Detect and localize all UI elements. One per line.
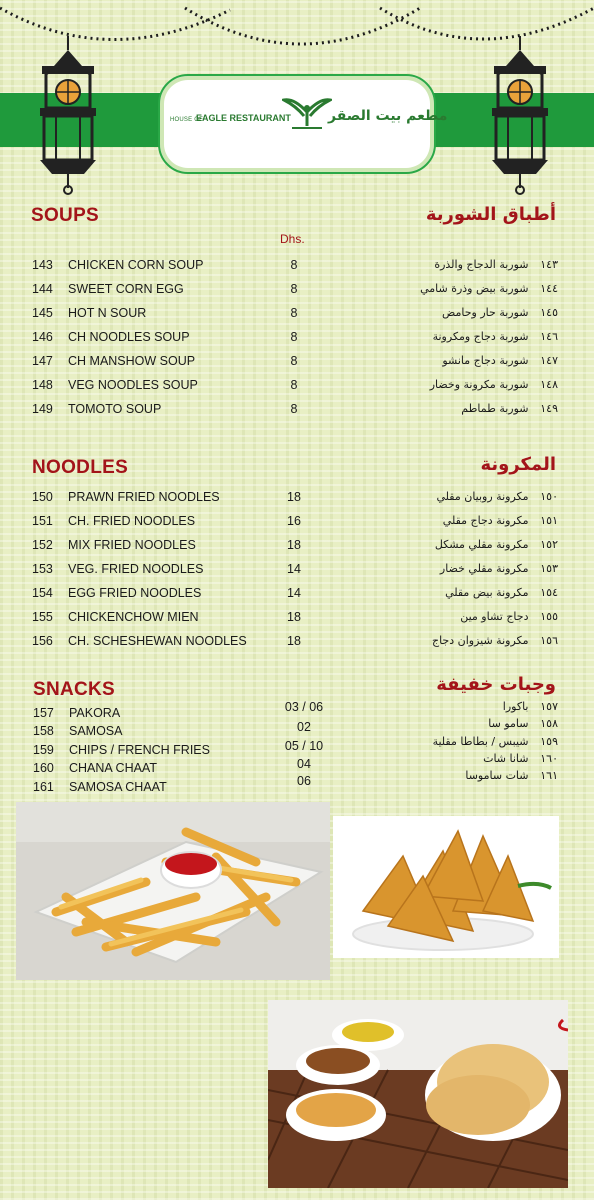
menu-row-ar <box>380 634 558 656</box>
item-name-ar: شانا شات <box>483 752 529 765</box>
item-name-ar: شوربة دجاج ومكرونة <box>432 330 529 343</box>
menu-row-ar <box>380 282 558 304</box>
item-price: 04 <box>297 757 311 771</box>
item-name-ar: شات ساموسا <box>465 769 529 782</box>
menu-row-ar <box>380 354 558 376</box>
item-name-ar: مكرونة روبيان مقلي <box>436 490 529 503</box>
menu-row-ar <box>380 752 558 770</box>
item-name-ar: باكورا <box>502 700 529 713</box>
eagle-logo-icon <box>282 96 332 132</box>
item-number-ar: ١٥٤ <box>540 586 558 599</box>
menu-row-ar <box>380 258 558 280</box>
item-number-ar: ١٥٥ <box>540 610 558 623</box>
item-name: SAMOSA <box>69 724 123 738</box>
snacks-title-ar: وجبات خفيفة <box>436 674 556 695</box>
snacks-title: SNACKS <box>33 679 116 700</box>
item-name: VEG. FRIED NOODLES <box>68 562 204 576</box>
french-fries-photo <box>16 802 330 980</box>
item-number-ar: ١٤٥ <box>540 306 558 319</box>
item-name: HOT N SOUR <box>68 306 147 320</box>
item-number: 149 <box>32 402 53 416</box>
menu-row-ar <box>380 700 558 718</box>
item-name: TOMOTO SOUP <box>68 402 162 416</box>
item-number-ar: ١٦٠ <box>540 752 558 765</box>
menu-row-ar <box>380 306 558 328</box>
item-number-ar: ١٤٩ <box>540 402 558 415</box>
item-number-ar: ١٥٢ <box>540 538 558 551</box>
item-number: 146 <box>32 330 53 344</box>
item-name-ar: شوربة حار وحامض <box>442 306 529 319</box>
item-name: EGG FRIED NOODLES <box>68 586 202 600</box>
item-number-ar: ١٥٣ <box>540 562 558 575</box>
item-name-ar: مكرونة دجاج مقلي <box>442 514 529 527</box>
restaurant-name-ar: مطعم بيت الصقر <box>328 108 448 124</box>
item-price: 18 <box>287 490 301 504</box>
item-number: 158 <box>33 724 54 738</box>
item-price: 02 <box>297 720 311 734</box>
item-name: VEG NOODLES SOUP <box>68 378 198 392</box>
item-number: 153 <box>32 562 53 576</box>
item-price: 03 / 06 <box>284 700 324 714</box>
item-number: 154 <box>32 586 53 600</box>
item-name: CHICKEN CORN SOUP <box>68 258 204 272</box>
item-number: 150 <box>32 490 53 504</box>
logo-prefix: HOUSE OF <box>170 117 203 123</box>
menu-row-ar <box>380 378 558 400</box>
item-number-ar: ١٦١ <box>540 769 558 782</box>
item-number: 160 <box>33 761 54 775</box>
item-price: 8 <box>290 354 298 368</box>
item-name: PAKORA <box>69 706 121 720</box>
menu-row-ar <box>380 538 558 560</box>
item-number: 157 <box>33 706 54 720</box>
menu-row-ar <box>380 402 558 424</box>
item-name: PRAWN FRIED NOODLES <box>68 490 220 504</box>
item-name: CH. SCHESHEWAN NOODLES <box>68 634 247 648</box>
item-name-ar: مكرونة مقلي خضار <box>439 562 529 575</box>
item-price: 8 <box>290 378 298 392</box>
item-name-ar: شوربة الدجاج والذرة <box>434 258 529 271</box>
item-number: 161 <box>33 780 54 794</box>
menu-row-ar <box>380 562 558 584</box>
lantern-left-icon <box>32 36 104 196</box>
item-name-ar: سامو سا <box>488 717 529 730</box>
menu-row-ar <box>380 514 558 536</box>
soups-title: SOUPS <box>31 205 100 226</box>
item-number: 143 <box>32 258 53 272</box>
lantern-right-icon <box>484 36 556 196</box>
menu-row-ar <box>380 586 558 608</box>
item-name-ar: شوربة مكرونة وخضار <box>429 378 529 391</box>
item-price: 16 <box>287 514 301 528</box>
menu-row-ar <box>380 330 558 352</box>
item-number: 156 <box>32 634 53 648</box>
menu-row-ar <box>380 717 558 735</box>
menu-row-ar <box>380 610 558 632</box>
item-number-ar: ١٥٠ <box>540 490 558 503</box>
item-price: 18 <box>287 634 301 648</box>
item-name: SAMOSA CHAAT <box>69 780 167 794</box>
item-price: 18 <box>287 538 301 552</box>
item-name: SWEET CORN EGG <box>68 282 184 296</box>
item-number-ar: ١٤٦ <box>540 330 558 343</box>
item-name-ar: شوربة دجاج مانشو <box>442 354 529 367</box>
item-number: 145 <box>32 306 53 320</box>
item-price: 8 <box>290 306 298 320</box>
item-number: 148 <box>32 378 53 392</box>
item-price: 14 <box>287 562 301 576</box>
item-name: CH NOODLES SOUP <box>68 330 190 344</box>
item-number-ar: ١٤٧ <box>540 354 558 367</box>
item-price: 8 <box>290 282 298 296</box>
item-name: CH MANSHOW SOUP <box>68 354 196 368</box>
samosa-photo <box>333 816 559 958</box>
item-name: CH. FRIED NOODLES <box>68 514 196 528</box>
item-name-ar: شيبس / بطاطا مقلية <box>432 735 529 748</box>
item-name: CHIPS / FRENCH FRIES <box>69 743 210 757</box>
noodles-title: NOODLES <box>32 457 129 478</box>
item-number-ar: ١٥٩ <box>540 735 558 748</box>
item-number-ar: ١٥٧ <box>540 700 558 713</box>
item-number: 155 <box>32 610 53 624</box>
item-price: 18 <box>287 610 301 624</box>
item-number-ar: ١٥٨ <box>540 717 558 730</box>
menu-row-ar <box>380 735 558 753</box>
currency-label: Dhs. <box>280 232 305 246</box>
menu-row-ar <box>380 769 558 787</box>
item-name-ar: شوربة طماطم <box>461 402 529 415</box>
menu-row-ar <box>380 490 558 512</box>
noodles-title-ar: المكرونة <box>480 454 556 475</box>
item-number: 147 <box>32 354 53 368</box>
item-name: CHANA CHAAT <box>69 761 157 775</box>
item-name-ar: مكرونة بيض مقلي <box>445 586 529 599</box>
item-name-ar: مكرونة شيزوان دجاج <box>431 634 529 647</box>
item-number: 144 <box>32 282 53 296</box>
item-price: 8 <box>290 330 298 344</box>
item-name-ar: دجاج تشاو مين <box>460 610 529 623</box>
item-price: 05 / 10 <box>284 739 324 753</box>
soups-title-ar: أطباق الشوربة <box>425 204 556 225</box>
item-number-ar: ١٤٨ <box>540 378 558 391</box>
item-price: 14 <box>287 586 301 600</box>
item-price: 8 <box>290 402 298 416</box>
chana-puri-photo <box>268 1000 568 1188</box>
item-number-ar: ١٤٤ <box>540 282 558 295</box>
item-number: 152 <box>32 538 53 552</box>
item-name: MIX FRIED NOODLES <box>68 538 196 552</box>
item-number-ar: ١٤٣ <box>540 258 558 271</box>
restaurant-name-en: EAGLE RESTAURANT <box>196 113 291 123</box>
item-name: CHICKENCHOW MIEN <box>68 610 199 624</box>
item-name-ar: مكرونة مقلي مشكل <box>434 538 529 551</box>
item-number-ar: ١٥٦ <box>540 634 558 647</box>
item-price: 06 <box>297 774 311 788</box>
item-name-ar: شوربة بيض وذرة شامي <box>420 282 529 295</box>
item-number: 159 <box>33 743 54 757</box>
item-number: 151 <box>32 514 53 528</box>
item-price: 8 <box>290 258 298 272</box>
item-number-ar: ١٥١ <box>540 514 558 527</box>
